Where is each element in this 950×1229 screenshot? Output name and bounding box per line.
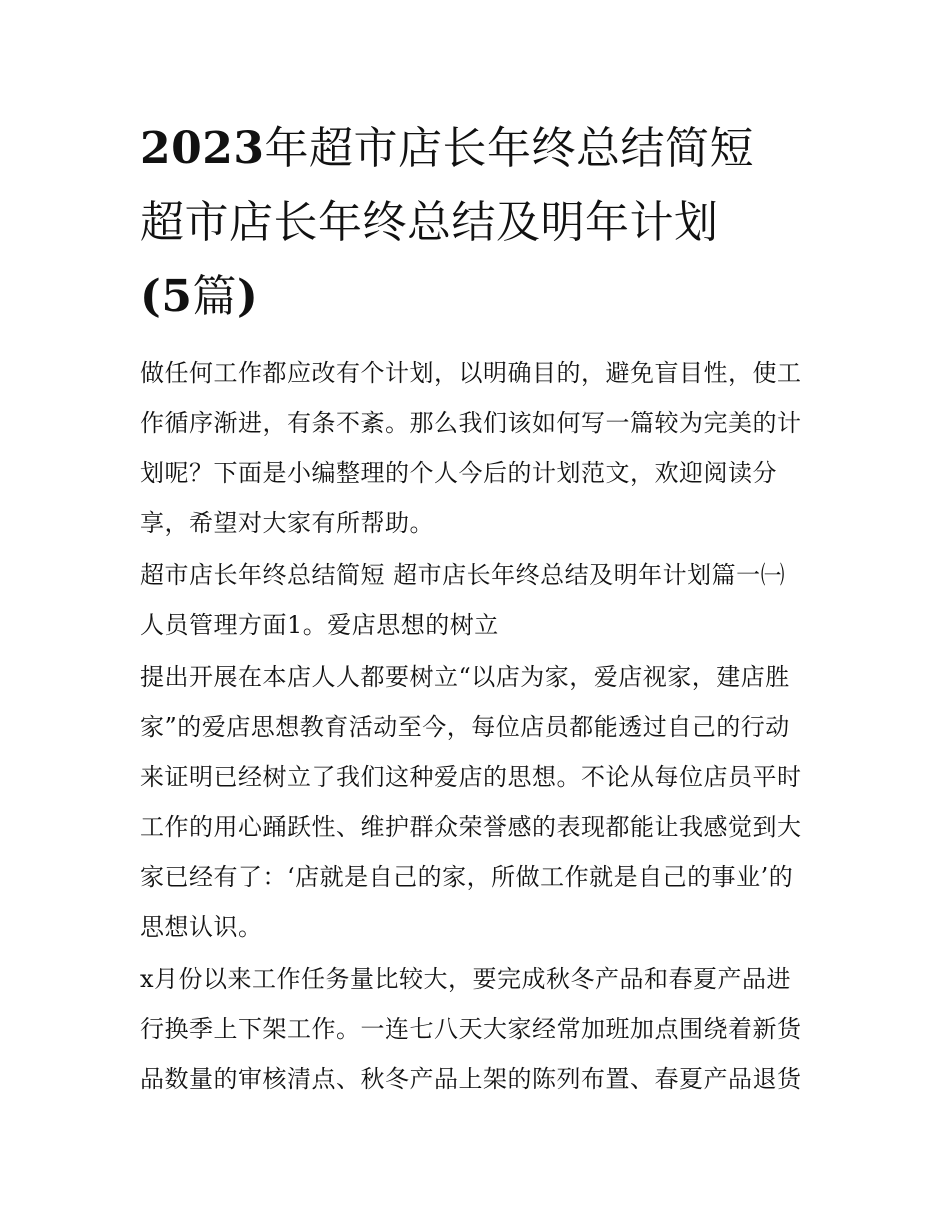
document-title (140, 112, 820, 334)
text-line: 来证明已经树立了我们这种爱店的思想。不论从每位店员平时 (140, 763, 802, 791)
text-line: 行换季上下架工作。一连七八天大家经常加班加点围绕着新货 (140, 1015, 802, 1043)
title-count-open: (5 (140, 271, 193, 322)
text-line: 工作的用心踊跃性、维护群众荣誉感的表现都能让我感觉到大 (140, 813, 802, 841)
text-line: 划呢？下面是小编整理的个人今后的计划范文，欢迎阅读分 (140, 459, 777, 487)
text-line: 人员管理方面1。爱店思想的树立 (140, 611, 499, 639)
title-count-unit: 篇 (192, 271, 237, 322)
text-line: 享，希望对大家有所帮助。 (140, 509, 434, 537)
text-line: 家已经有了：‘店就是自己的家，所做工作就是自己的事业’的 (140, 863, 794, 891)
title-line-3 (140, 260, 820, 334)
title-year: 2023 (140, 123, 265, 174)
body-paragraph-1 (140, 652, 820, 952)
text-line: 作循序渐进，有条不紊。那么我们该如何写一篇较为完美的计 (140, 409, 802, 437)
text-line: 超市店长年终总结简短 超市店长年终总结及明年计划篇一㈠ (140, 561, 786, 589)
title-line-1-text: 年超市店长年终总结简短 (264, 123, 754, 174)
title-count-close: ) (236, 271, 259, 322)
intro-paragraph (140, 348, 820, 548)
text-line: x月份以来工作任务量比较大，要完成秋冬产品和春夏产品进 (140, 965, 792, 993)
document-content (140, 112, 820, 1104)
title-line-2: 超市店长年终总结及明年计划 (140, 197, 719, 248)
text-line: 家”的爱店思想教育活动至今，每位店员都能透过自己的行动 (140, 713, 790, 741)
section-heading-paragraph (140, 550, 820, 650)
text-line: 做任何工作都应改有个计划，以明确目的，避免盲目性，使工 (140, 359, 802, 387)
text-line: 品数量的审核清点、秋冬产品上架的陈列布置、春夏产品退货 (140, 1065, 802, 1093)
title-line-1 (140, 112, 820, 186)
body-paragraph-2 (140, 954, 820, 1104)
text-line: 思想认识。 (140, 913, 263, 941)
text-line: 提出开展在本店人人都要树立“以店为家，爱店视家，建店胜 (140, 663, 790, 691)
